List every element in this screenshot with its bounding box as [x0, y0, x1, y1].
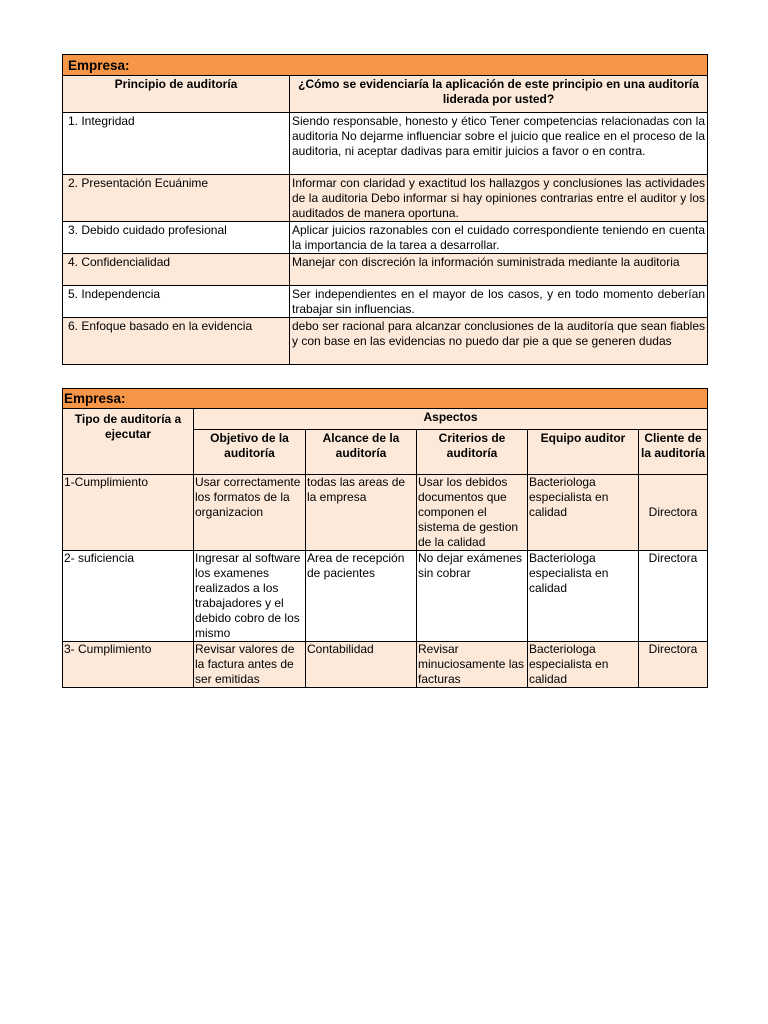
audit-type-cell: 2- suficiencia — [63, 551, 194, 642]
evidence-cell: debo ser racional para alcanzar conclusiones de la auditoría que sean fiables y con base en las evidencias no puedo dar pie a que se generen dudas — [290, 318, 708, 365]
evidence-cell: Ser independientes en el mayor de los casos, y en todo momento deberían trabajar sin influencias. — [290, 286, 708, 318]
table-header-row — [63, 409, 708, 430]
principle-header: Principio de auditoría — [63, 76, 290, 113]
scope-header: Alcance de la auditoría — [306, 430, 417, 475]
aspects-header: Aspectos — [194, 409, 708, 430]
table-title-row — [63, 389, 708, 409]
criteria-cell: Usar los debidos documentos que componen el sistema de gestion de la calidad — [417, 475, 528, 551]
criteria-cell: No dejar exámenes sin cobrar — [417, 551, 528, 642]
client-cell: Directora — [639, 475, 708, 551]
client-cell: Directora — [639, 551, 708, 642]
audit-principles-table — [62, 54, 708, 365]
principle-cell: 6. Enfoque basado en la evidencia — [63, 318, 290, 365]
team-cell: Bacteriologa especialista en calidad — [528, 551, 639, 642]
table-row — [63, 551, 708, 642]
table-header-row — [63, 76, 708, 113]
team-cell: Bacteriologa especialista en calidad — [528, 475, 639, 551]
criteria-cell: Revisar minuciosamente las facturas — [417, 642, 528, 688]
evidence-cell: Informar con claridad y exactitud los hallazgos y conclusiones las actividades de la auditoria Debo informar si hay opiniones contrarias entre el auditor y los auditados de manera oportuna. — [290, 175, 708, 222]
objective-cell: Ingresar al software los examenes realizados a los trabajadores y el debido cobro de los mismo — [194, 551, 306, 642]
evidence-cell: Siendo responsable, honesto y ético Tener competencias relacionadas con la auditoria No dejarme influenciar sobre el juicio que realice en el proceso de la auditoria, ni aceptar dadivas para emitir juicios a favor o en contra. — [290, 113, 708, 175]
audit-type-cell: 1-Cumplimiento — [63, 475, 194, 551]
evidence-header: ¿Cómo se evidenciaría la aplicación de este principio en una auditoría liderada por usted? — [290, 76, 708, 113]
table-row — [63, 113, 708, 175]
objective-cell: Revisar valores de la factura antes de ser emitidas — [194, 642, 306, 688]
client-cell: Directora — [639, 642, 708, 688]
audit-type-header: Tipo de auditoría a ejecutar — [63, 409, 194, 475]
table-row — [63, 286, 708, 318]
table-row — [63, 175, 708, 222]
team-header: Equipo auditor — [528, 430, 639, 475]
principle-cell: 5. Independencia — [63, 286, 290, 318]
principle-cell: 2. Presentación Ecuánime — [63, 175, 290, 222]
team-cell: Bacteriologa especialista en calidad — [528, 642, 639, 688]
table-row — [63, 642, 708, 688]
client-header: Cliente de la auditoría — [639, 430, 708, 475]
table-row — [63, 222, 708, 254]
audit-type-cell: 3- Cumplimiento — [63, 642, 194, 688]
principle-cell: 3. Debido cuidado profesional — [63, 222, 290, 254]
criteria-header: Criterios de auditoría — [417, 430, 528, 475]
table-row — [63, 254, 708, 286]
table-row — [63, 475, 708, 551]
objective-cell: Usar correctamente los formatos de la organizacion — [194, 475, 306, 551]
evidence-cell: Aplicar juicios razonables con el cuidado correspondiente teniendo en cuenta la importancia de la tarea a desarrollar. — [290, 222, 708, 254]
scope-cell: todas las areas de la empresa — [306, 475, 417, 551]
principle-cell: 1. Integridad — [63, 113, 290, 175]
table-title-row — [63, 55, 708, 76]
principle-cell: 4. Confidencialidad — [63, 254, 290, 286]
empresa-label: Empresa: — [63, 389, 708, 409]
audit-plan-table — [62, 388, 708, 688]
scope-cell: Area de recepción de pacientes — [306, 551, 417, 642]
evidence-cell: Manejar con discreción la información suministrada mediante la auditoria — [290, 254, 708, 286]
table-row — [63, 318, 708, 365]
objective-header: Objetivo de la auditoría — [194, 430, 306, 475]
scope-cell: Contabilidad — [306, 642, 417, 688]
empresa-label: Empresa: — [63, 55, 708, 76]
